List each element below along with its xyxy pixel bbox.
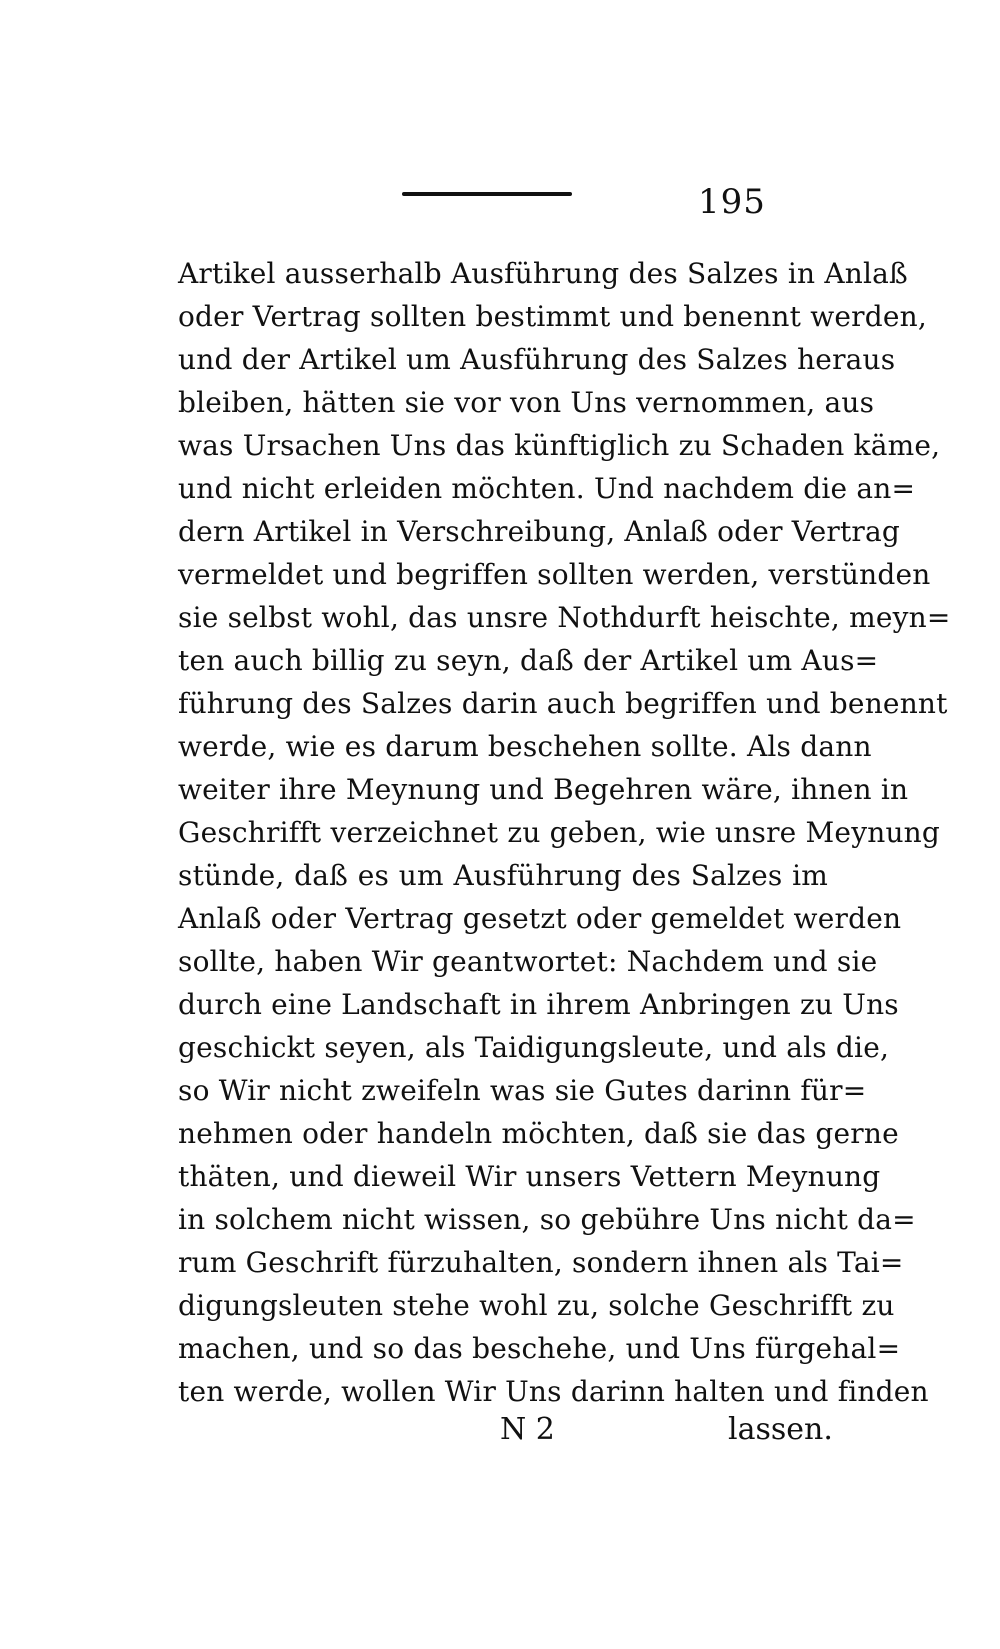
text-line: geschickt seyen, als Taidigungsleute, und als die, — [178, 1031, 890, 1064]
text-line: Geschrifft verzeichnet zu geben, wie unsre Meynung — [178, 816, 941, 849]
text-line: werde, wie es darum beschehen sollte. Als dann — [178, 730, 872, 763]
text-line: dern Artikel in Verschreibung, Anlaß oder Vertrag — [178, 515, 901, 548]
page-number: 195 — [698, 182, 766, 222]
text-line: vermeldet und begriffen sollten werden, verstünden — [178, 558, 931, 591]
signature-mark: N 2 — [500, 1412, 555, 1447]
text-line: nehmen oder handeln möchten, daß sie das gerne — [178, 1117, 899, 1150]
text-line: führung des Salzes darin auch begriffen und benennt — [178, 687, 948, 720]
text-line: sie selbst wohl, das unsre Nothdurft heischte, meyn= — [178, 601, 951, 634]
text-line: stünde, daß es um Ausführung des Salzes im — [178, 859, 828, 892]
text-line: thäten, und dieweil Wir unsers Vettern Meynung — [178, 1160, 881, 1193]
header-rule — [402, 192, 572, 196]
body-text — [178, 252, 951, 1413]
text-line: ten werde, wollen Wir Uns darinn halten und finden — [178, 1375, 929, 1408]
text-line: weiter ihre Meynung und Begehren wäre, ihnen in — [178, 773, 909, 806]
text-line: digungsleuten stehe wohl zu, solche Geschrifft zu — [178, 1289, 895, 1322]
text-line: durch eine Landschaft in ihrem Anbringen zu Uns — [178, 988, 899, 1021]
text-line: und nicht erleiden möchten. Und nachdem die an= — [178, 472, 916, 505]
text-line: machen, und so das beschehe, und Uns fürgehal= — [178, 1332, 901, 1365]
text-line: was Ursachen Uns das künftiglich zu Schaden käme, — [178, 429, 941, 462]
text-line: ten auch billig zu seyn, daß der Artikel um Aus= — [178, 644, 879, 677]
text-line: rum Geschrift fürzuhalten, sondern ihnen als Tai= — [178, 1246, 904, 1279]
text-line: so Wir nicht zweifeln was sie Gutes darinn für= — [178, 1074, 867, 1107]
text-line: Artikel ausserhalb Ausführung des Salzes in Anlaß — [178, 257, 908, 290]
catchword: lassen. — [728, 1412, 833, 1447]
text-line: oder Vertrag sollten bestimmt und benennt werden, — [178, 300, 927, 333]
text-line: in solchem nicht wissen, so gebühre Uns nicht da= — [178, 1203, 916, 1236]
text-line: und der Artikel um Ausführung des Salzes heraus — [178, 343, 896, 376]
text-line: bleiben, hätten sie vor von Uns vernommen, aus — [178, 386, 875, 419]
text-line: Anlaß oder Vertrag gesetzt oder gemeldet werden — [178, 902, 902, 935]
text-line: sollte, haben Wir geantwortet: Nachdem und sie — [178, 945, 878, 978]
